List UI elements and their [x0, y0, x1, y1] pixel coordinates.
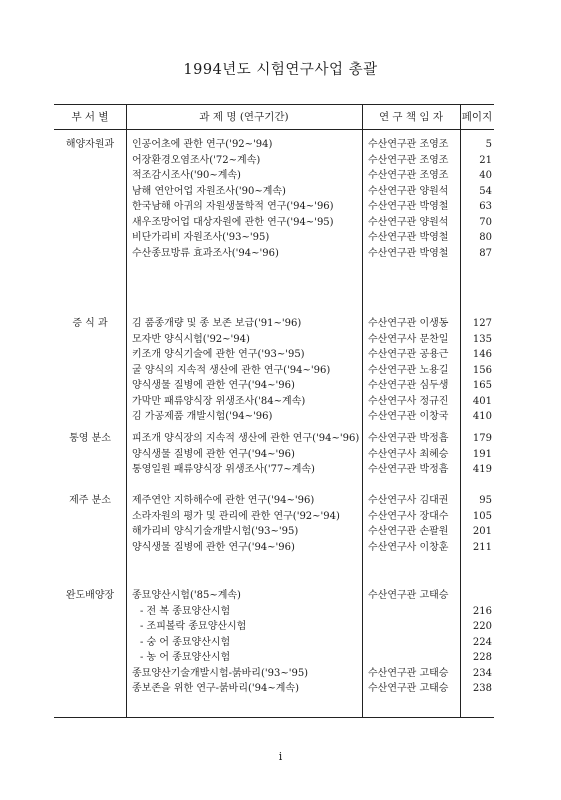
table-row	[54, 168, 494, 184]
table-row	[54, 681, 494, 697]
responsible-cell: 수산연구관 이창국	[368, 411, 449, 422]
page-number: i	[278, 750, 283, 763]
responsible-cell: 수산연구사 정규진	[368, 395, 449, 407]
table-bottom-rule	[54, 717, 494, 718]
subject-cell: - 전 복 종묘양산시험	[140, 605, 231, 617]
page-cell: 70	[479, 216, 492, 228]
table-row	[54, 650, 494, 666]
responsible-cell: 수산연구관 박영철	[368, 247, 449, 259]
responsible-cell: 수산연구관 노용길	[368, 364, 449, 376]
department-label: 증 식 과	[72, 318, 108, 329]
page-cell: 80	[479, 232, 492, 243]
table-row	[54, 215, 494, 231]
page-cell: 40	[479, 170, 492, 181]
page-cell: 211	[472, 541, 492, 553]
table-row	[54, 493, 494, 509]
page-cell: 156	[472, 364, 492, 376]
subject-cell: 새우조망어업 대상자원에 관한 연구('94~'95)	[132, 216, 334, 228]
page-cell: 95	[479, 495, 492, 506]
table-row	[54, 666, 494, 682]
responsible-cell: 수산연구관 조영조	[368, 154, 449, 166]
page-cell: 234	[472, 667, 492, 679]
table-row	[54, 316, 494, 332]
page-cell: 216	[472, 605, 492, 617]
page-cell: 224	[472, 636, 492, 648]
subject-cell: - 숭 어 종묘양산시험	[140, 636, 231, 648]
page-cell: 54	[479, 185, 492, 197]
table-row	[54, 347, 494, 363]
responsible-cell: 수산연구사 장대수	[368, 510, 449, 522]
header-responsible: 연 구 책 임 자	[378, 111, 444, 123]
responsible-cell: 수산연구관 박정흠	[368, 464, 449, 475]
page-cell: 5	[485, 139, 492, 150]
table-row	[54, 332, 494, 348]
responsible-cell: 수산연구관 조영조	[368, 170, 449, 181]
table-row	[54, 199, 494, 215]
subject-cell: 인공어초에 관한 연구('92~'94)	[132, 139, 273, 150]
summary-table	[54, 104, 494, 718]
subject-cell: 해가리비 양식기술개발시험('93~'95)	[132, 526, 299, 537]
responsible-cell: 수산연구관 공용근	[368, 349, 449, 360]
table-row	[54, 524, 494, 540]
responsible-cell: 수산연구관 고태승	[368, 667, 449, 679]
subject-cell: 어장환경오염조사('72~계속)	[132, 154, 261, 166]
responsible-cell: 수산연구관 양원석	[368, 185, 449, 197]
subject-cell: 피조개 양식장의 지속적 생산에 관한 연구('94~'96)	[132, 433, 360, 444]
subject-cell: 키조개 양식기술에 관한 연구('93~'95)	[132, 349, 305, 360]
table-row	[54, 153, 494, 169]
subject-cell: 적조감시조사('90~계속)	[132, 170, 241, 181]
page-cell: 135	[472, 333, 492, 345]
header-subject: 과 제 명 (연구기간)	[199, 111, 289, 123]
page-cell: 179	[472, 433, 492, 444]
subject-cell: 한국남해 아귀의 자원생물학적 연구('94~'96)	[132, 201, 334, 212]
subject-cell: 양식생물 질병에 관한 연구('94~'96)	[132, 380, 295, 391]
responsible-cell: 수산연구관 박정흠	[368, 433, 449, 444]
page-cell: 220	[472, 621, 492, 632]
department-label: 제주 분소	[69, 495, 111, 506]
table-row	[54, 394, 494, 410]
table-row	[54, 230, 494, 246]
subject-cell: 수산종묘방류 효과조사('94~'96)	[132, 247, 279, 259]
subject-cell: 굴 양식의 지속적 생산에 관한 연구('94~'96)	[132, 364, 331, 376]
responsible-cell: 수산연구관 박영철	[368, 201, 449, 212]
page-cell: 146	[472, 349, 492, 360]
page-cell: 63	[479, 201, 492, 212]
department-label: 통영 분소	[69, 433, 111, 444]
header-page: 페이지	[461, 111, 493, 123]
subject-cell: 남해 연안어업 자원조사('90~계속)	[132, 185, 286, 197]
table-row	[54, 363, 494, 379]
page-cell: 127	[472, 318, 492, 329]
table-row	[54, 540, 494, 556]
department-label: 완도배양장	[65, 590, 115, 601]
table-row	[54, 246, 494, 262]
responsible-cell: 수산연구관 심두생	[368, 380, 449, 391]
table-row	[54, 378, 494, 394]
subject-cell: 소라자원의 평가 및 관리에 관한 연구('92~'94)	[132, 510, 340, 522]
page-cell: 105	[472, 510, 492, 522]
subject-cell: - 조피볼락 종묘양산시험	[140, 621, 247, 632]
table-row	[54, 431, 494, 447]
responsible-cell: 수산연구사 문찬일	[368, 333, 449, 345]
subject-cell: 통영일원 패류양식장 위생조사('77~계속)	[132, 464, 315, 475]
page-title: 1994년도 시험연구사업 총괄	[183, 62, 378, 78]
subject-cell: 가막만 패류양식장 위생조사('84~계속)	[132, 395, 306, 407]
responsible-cell: 수산연구관 손팔원	[368, 526, 449, 537]
department-label: 해양자원과	[65, 139, 115, 150]
page-cell: 419	[472, 464, 492, 475]
table-row	[54, 509, 494, 525]
page-cell: 201	[472, 526, 492, 537]
responsible-cell: 수산연구관 박영철	[368, 232, 449, 243]
page-cell: 87	[479, 247, 492, 259]
responsible-cell: 수산연구사 이창훈	[368, 541, 449, 553]
subject-cell: 양식생물 질병에 관한 연구('94~'96)	[132, 541, 295, 553]
header-rule	[54, 129, 494, 130]
page-cell: 228	[472, 652, 492, 663]
responsible-cell: 수산연구관 양원석	[368, 216, 449, 228]
subject-cell: 비단가리비 자원조사('93~'95)	[132, 232, 270, 243]
responsible-cell: 수산연구사 최혜승	[368, 448, 449, 460]
subject-cell: 종묘양산시험('85~계속)	[132, 590, 241, 601]
table-row	[54, 619, 494, 635]
table-row	[54, 604, 494, 620]
page-cell: 410	[472, 411, 492, 422]
subject-cell: 종묘양산기술개발시험-붉바리('93~'95)	[132, 667, 309, 679]
subject-cell: 김 품종개량 및 종 보존 보급('91~'96)	[132, 318, 302, 329]
page-cell: 191	[472, 448, 492, 460]
table-row	[54, 447, 494, 463]
responsible-cell: 수산연구사 김대권	[368, 495, 449, 506]
responsible-cell: 수산연구관 고태승	[368, 683, 449, 694]
subject-cell: 김 가공제품 개발시험('94~'96)	[132, 411, 273, 422]
table-row	[54, 462, 494, 478]
page-cell: 401	[472, 395, 492, 407]
header-department: 부 서 별	[71, 111, 109, 123]
table-row	[54, 137, 494, 153]
subject-cell: 모자반 양식시험('92~'94)	[132, 333, 250, 345]
table-row	[54, 409, 494, 425]
subject-cell: 양식생물 질병에 관한 연구('94~'96)	[132, 448, 295, 460]
page-cell: 21	[479, 154, 492, 166]
responsible-cell: 수산연구관 고태승	[368, 590, 449, 601]
subject-cell: - 농 어 종묘양산시험	[140, 652, 231, 663]
responsible-cell: 수산연구관 조영조	[368, 139, 449, 150]
subject-cell: 종보존을 위한 연구-붉바리('94~계속)	[132, 683, 299, 694]
subject-cell: 제주연안 지하해수에 관한 연구('94~'96)	[132, 495, 315, 506]
table-row	[54, 588, 494, 604]
page-cell: 238	[472, 683, 492, 694]
page-cell: 165	[472, 380, 492, 391]
table-row	[54, 635, 494, 651]
table-row	[54, 184, 494, 200]
responsible-cell: 수산연구관 이생동	[368, 318, 449, 329]
